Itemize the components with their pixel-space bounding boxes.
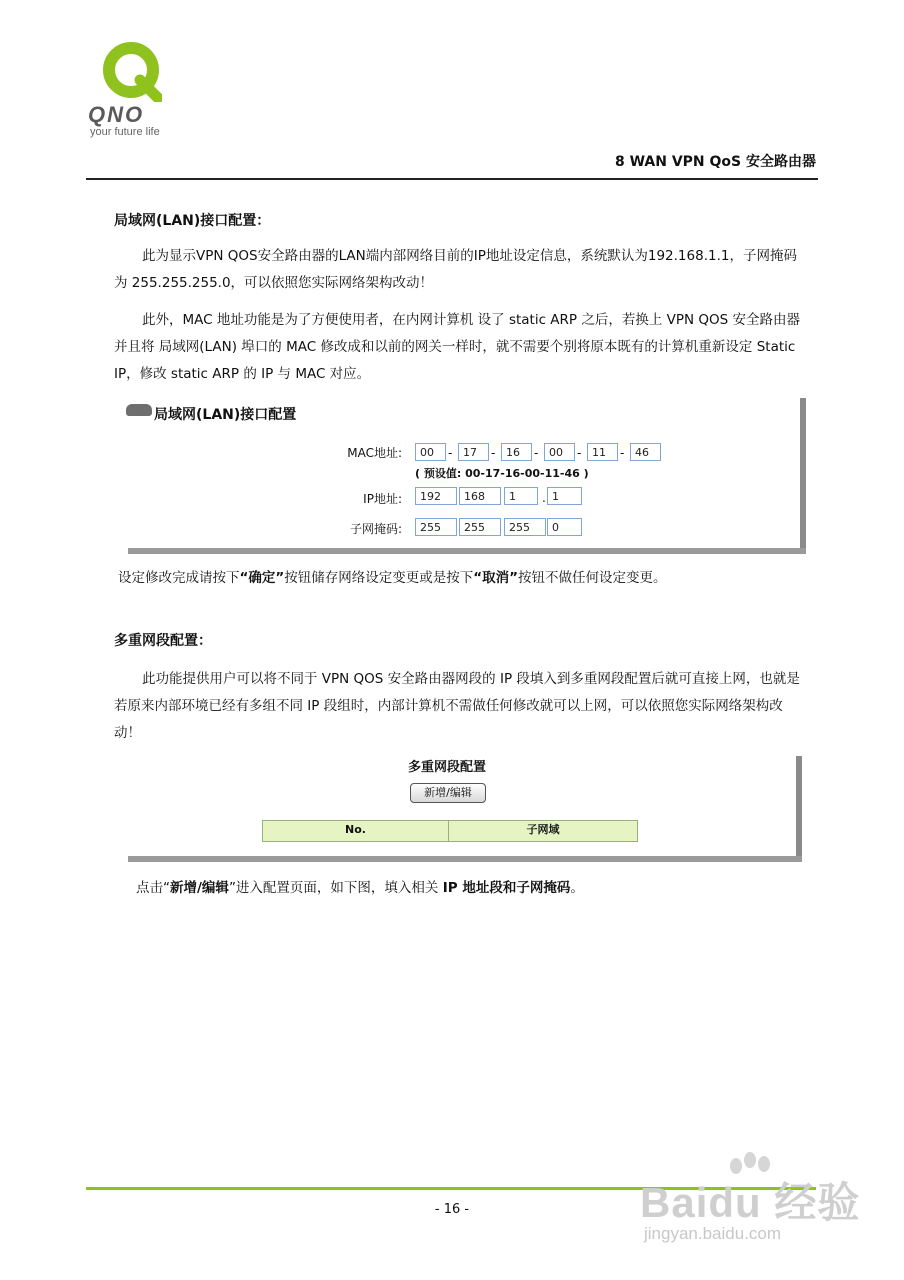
cancel-keyword: “取消”	[473, 570, 518, 586]
mac-dash: -	[577, 446, 582, 460]
mac-octet-5[interactable]: 11	[587, 443, 618, 461]
mac-octet-4[interactable]: 00	[544, 443, 575, 461]
watermark-brand: Baidu 经验	[640, 1179, 861, 1226]
ip-octet-4[interactable]: 1	[547, 487, 582, 505]
ip-label: IP地址:	[363, 492, 402, 506]
section-heading-multi-subnet: 多重网段配置：	[114, 633, 212, 649]
mac-octet-3[interactable]: 16	[501, 443, 532, 461]
multi-subnet-paragraph: 此功能提供用户可以将不同于 VPN QOS 安全路由器网段的 IP 段填入到多重网段配置后就可直接上网，也就是若原来内部环境已经有多组不同 IP 段组时，内部计算机不需做任何修改就可以上网，可以依照您实际网络架构改动！	[114, 671, 800, 741]
mac-octet-2[interactable]: 17	[458, 443, 489, 461]
mac-octet-6[interactable]: 46	[630, 443, 661, 461]
mac-dash: -	[620, 446, 625, 460]
panel-tab-icon	[126, 404, 152, 416]
mac-dash: -	[534, 446, 539, 460]
baidu-watermark	[640, 1150, 890, 1260]
document-header-title: 8 WAN VPN QoS 安全路由器	[614, 154, 816, 170]
mac-octet-1[interactable]: 00	[415, 443, 446, 461]
mask-octet-2[interactable]: 255	[459, 518, 501, 536]
header-divider	[86, 178, 818, 180]
column-header-subnet: 子网域	[526, 823, 560, 836]
lan-description	[114, 243, 808, 297]
logo-tagline: your future life	[90, 126, 160, 138]
mac-dash: -	[491, 446, 496, 460]
multi-subnet-panel-title: 多重网段配置	[408, 760, 487, 775]
ip-octet-2[interactable]: 168	[459, 487, 501, 505]
ok-keyword: “确定”	[239, 570, 285, 586]
mask-octet-3[interactable]: 255	[504, 518, 546, 536]
lan-paragraph-1: 此为显示VPN QOS安全路由器的LAN端内部网络目前的IP地址设定信息，系统默认为192.168.1.1，子网掩码为 255.255.255.0，可以依照您实际网络架构改动！	[114, 248, 797, 291]
save-cancel-note: 设定修改完成请按下“确定”按钮储存网络设定变更或是按下“取消”按钮不做任何设定变更。	[118, 570, 667, 586]
mask-octet-1[interactable]: 255	[415, 518, 457, 536]
mask-octet-4[interactable]: 0	[547, 518, 582, 536]
lan-config-panel	[128, 398, 806, 554]
watermark-url: jingyan.baidu.com	[644, 1224, 782, 1243]
logo-wordmark: QNO	[88, 102, 145, 127]
add-edit-button[interactable]: 新增/编辑	[410, 783, 486, 803]
company-logo	[86, 40, 176, 140]
page-number: - 16 -	[434, 1202, 470, 1217]
subnet-mask-label: 子网掩码:	[349, 522, 402, 536]
mac-dash: -	[448, 446, 453, 460]
add-edit-note: 点击“新增/编辑”进入配置页面，如下图，填入相关 IP 地址段和子网掩码。	[136, 880, 584, 896]
subnet-table-header	[262, 820, 638, 842]
ip-octet-3[interactable]: 1	[504, 487, 538, 505]
mac-default-note: ( 预设值: 00-17-16-00-11-46 )	[415, 467, 589, 480]
mac-description	[114, 307, 808, 388]
lan-panel-title: 局域网(LAN)接口配置	[154, 407, 297, 423]
ip-octet-1[interactable]: 192	[415, 487, 457, 505]
section-heading-lan: 局域网(LAN)接口配置：	[114, 213, 271, 229]
multi-subnet-panel	[128, 756, 802, 862]
q-logo-icon	[100, 40, 162, 102]
ip-dot: .	[542, 491, 546, 505]
multi-subnet-description	[114, 666, 808, 747]
lan-paragraph-2: 此外，MAC 地址功能是为了方便使用者，在内网计算机 设了 static ARP 之后，若换上 VPN QOS 安全路由器 并且将 局域网(LAN) 埠口的 MAC 修改成和以前的网关一样时，就不需要个别将原本既有的计算机重新设定 Static IP，修改 static ARP 的 IP 与 MAC 对应。	[114, 312, 801, 382]
mac-label: MAC地址:	[347, 446, 402, 460]
column-header-no: No.	[263, 821, 449, 841]
